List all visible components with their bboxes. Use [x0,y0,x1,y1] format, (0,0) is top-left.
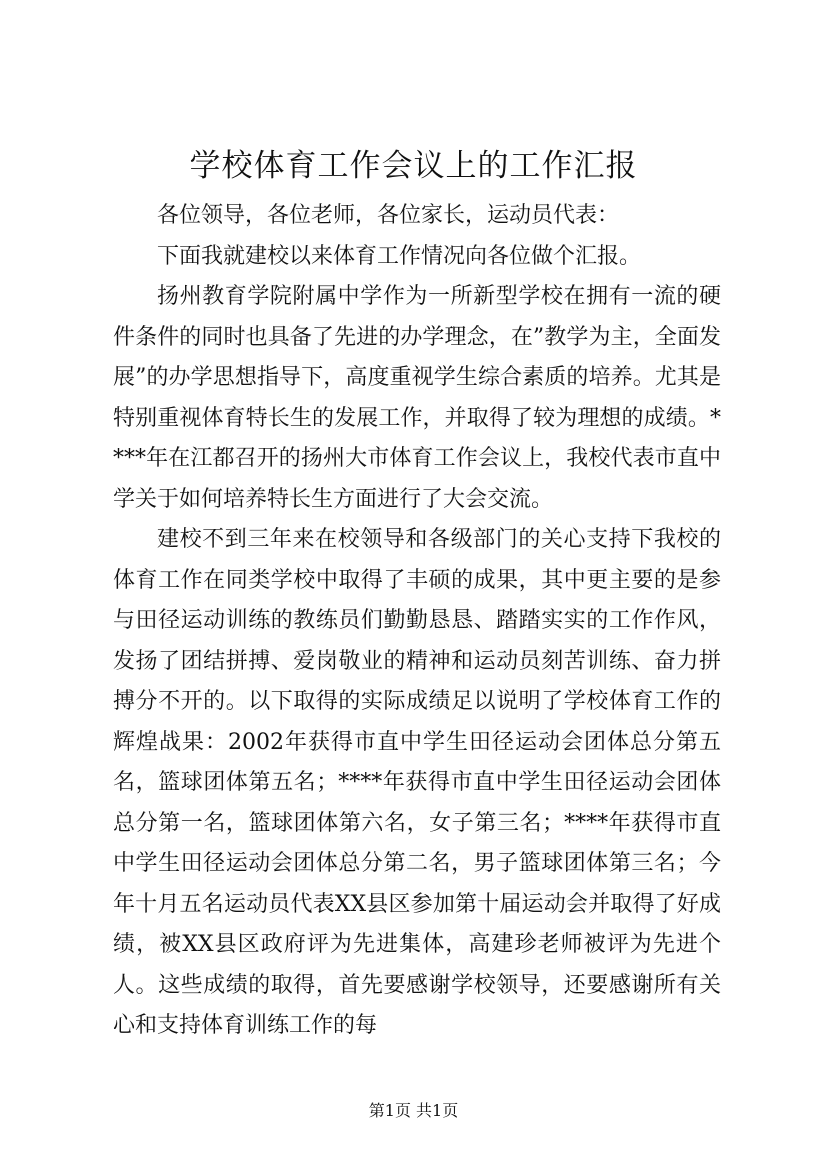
page-number-footer: 第1页 共1页 [368,1101,459,1120]
paragraph-achievements: 建校不到三年来在校领导和各级部门的关心支持下我校的体育工作在同类学校中取得了丰硕的成果，其中更主要的是参与田径运动训练的教练员们勤勤恳恳、踏踏实实的工作作风，发扬了团结拼搏、爱岗敬业的精神和运动员刻苦训练、奋力拼搏分不开的。以下取得的实际成绩足以说明了学校体育工作的辉煌战果：2002年获得市直中学生田径运动会团体总分第五名，篮球团体第五名；****年获得市直中学生田径运动会团体总分第一名，篮球团体第六名，女子第三名；****年获得市直中学生田径运动会团体总分第二名，男子篮球团体第三名；今年十月五名运动员代表XX县区参加第十届运动会并取得了好成绩，被XX县区政府评为先进集体，高建珍老师被评为先进个人。这些成绩的取得，首先要感谢学校领导，还要感谢所有关心和支持体育训练工作的每 [113,527,721,1038]
document-title: 学校体育工作会议上的工作汇报 [189,148,638,184]
paragraph-intro: 下面我就建校以来体育工作情况向各位做个汇报。 [157,243,642,269]
paragraph-greeting: 各位领导，各位老师，各位家长，运动员代表： [157,203,620,228]
paragraph-school-background: 扬州教育学院附属中学作为一所新型学校在拥有一流的硬件条件的同时也具备了先进的办学理念，在”教学为主，全面发展”的办学思想指导下，高度重视学生综合素质的培养。尤其是特别重视体育特长生的发展工作，并取得了较为理想的成绩。****年在江都召开的扬州大市体育工作会议上，我校代表市直中学关于如何培养特长生方面进行了大会交流。 [113,284,721,512]
document-body [113,196,721,1047]
